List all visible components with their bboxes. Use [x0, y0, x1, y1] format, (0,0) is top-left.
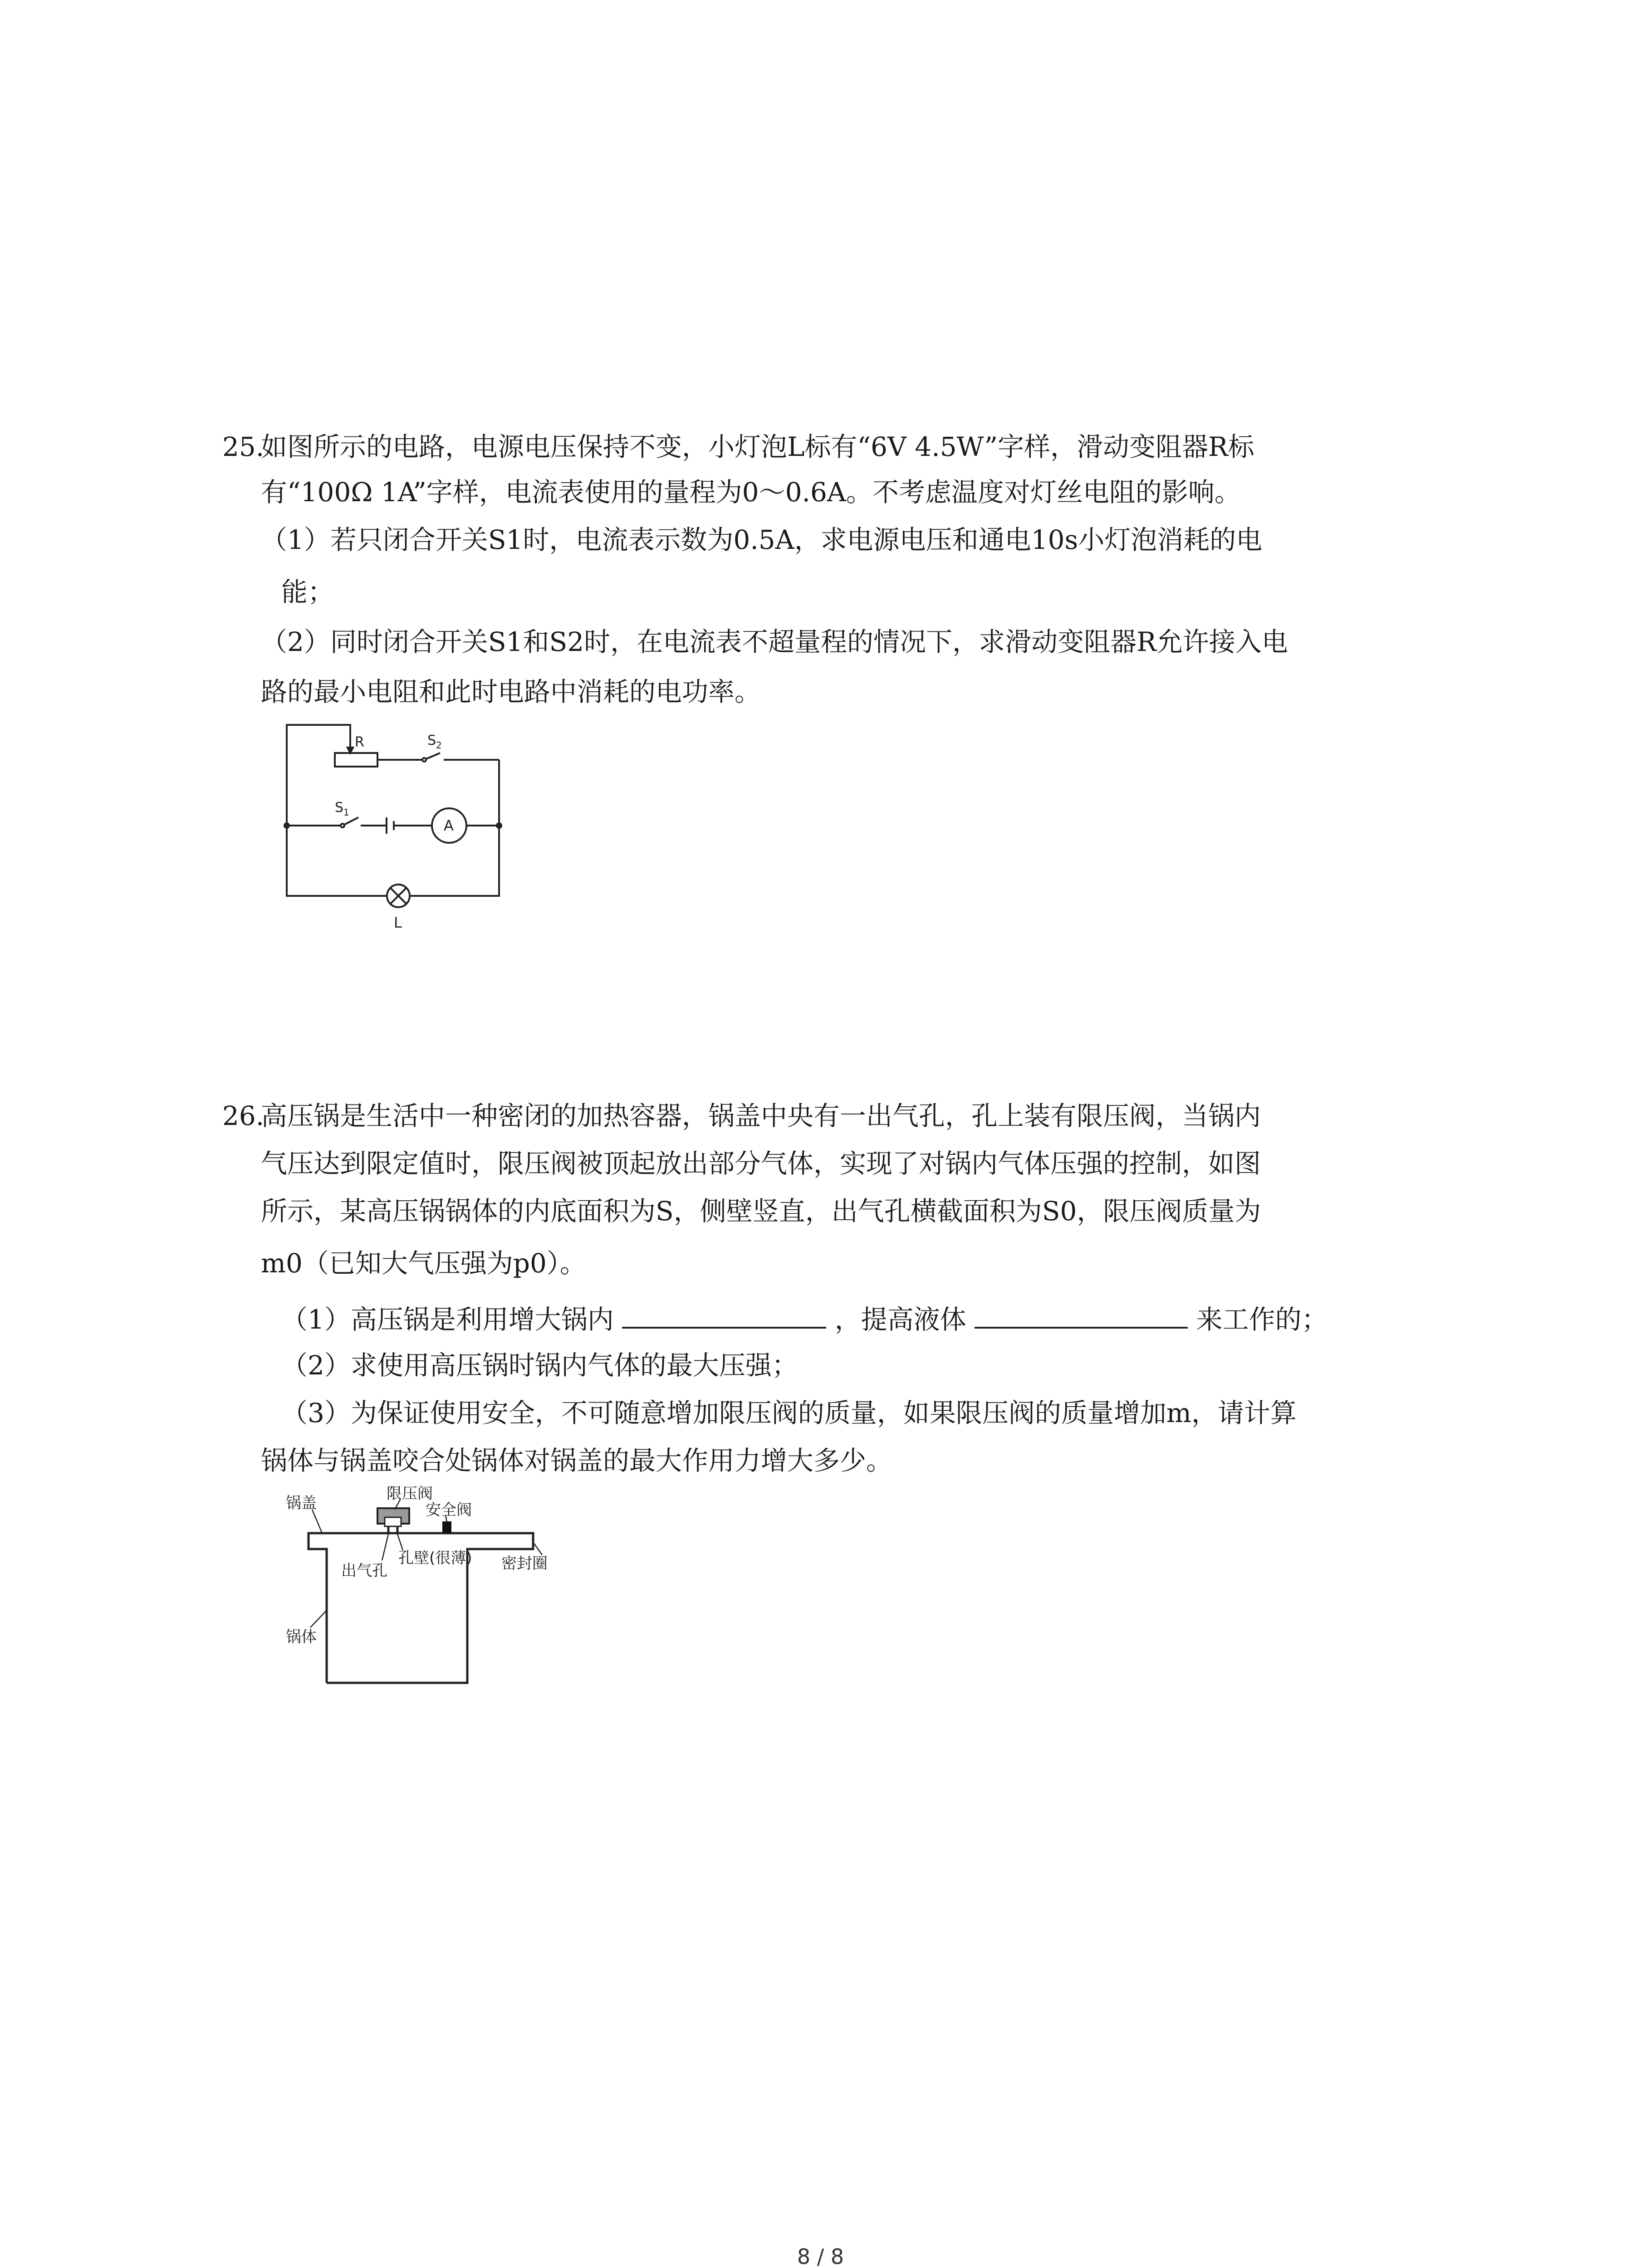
label-outlet: 出气孔 — [341, 1562, 387, 1580]
label-a: A — [444, 817, 454, 834]
question-26-number: 26. — [222, 1100, 265, 1131]
q25-line-5: （2）同时闭合开关S1和S2时，在电流表不超量程的情况下，求滑动变阻器R允许接入电 — [261, 626, 1288, 657]
page-number: 8 / 8 — [797, 2244, 844, 2268]
q25-line-6: 路的最小电阻和此时电路中消耗的电功率。 — [261, 676, 761, 707]
label-l: L — [394, 914, 402, 931]
question-25-number: 25. — [222, 431, 265, 462]
safety-valve-icon — [442, 1521, 451, 1533]
label-s1: S — [335, 800, 344, 816]
pressure-cooker-diagram — [281, 1483, 563, 1692]
q26-part1-text-c: 来工作的； — [1196, 1304, 1328, 1335]
junction-left — [284, 822, 290, 829]
q25-line-4: 能； — [281, 577, 334, 607]
leader-body — [310, 1610, 327, 1628]
label-seal: 密封圈 — [501, 1554, 548, 1573]
label-s2: S — [427, 733, 436, 748]
q26-line-2: 气压达到限定值时，限压阀被顶起放出部分气体，实现了对锅内气体压强的控制，如图 — [261, 1148, 1261, 1179]
label-valve: 限压阀 — [387, 1485, 433, 1503]
label-r: R — [355, 734, 364, 750]
circuit-diagram — [281, 717, 517, 939]
label-s1-sub: 1 — [343, 807, 349, 818]
q26-line-5 — [281, 1300, 1328, 1338]
q25-line-3: （1）若只闭合开关S1时，电流表示数为0.5A，求电源电压和通电10s小灯泡消耗的电 — [261, 524, 1263, 555]
q25-line-2: 有“100Ω 1A”字样，电流表使用的量程为0～0.6A。不考虑温度对灯丝电阻的影响。 — [261, 477, 1241, 508]
rheostat-icon — [335, 753, 377, 767]
junction-right — [496, 822, 502, 829]
q26-line-1: 高压锅是生活中一种密闭的加热容器，锅盖中央有一出气孔，孔上装有限压阀，当锅内 — [261, 1100, 1261, 1131]
answer-blank-2[interactable] — [975, 1300, 1188, 1329]
leader-wall — [397, 1534, 403, 1550]
label-lid: 锅盖 — [286, 1494, 317, 1512]
q26-line-8: 锅体与锅盖咬合处锅体对锅盖的最大作用力增大多少。 — [261, 1445, 893, 1476]
label-hole-wall: 孔壁(很薄) — [398, 1549, 472, 1567]
q25-line-1: 如图所示的电路，电源电压保持不变，小灯泡L标有“6V 4.5W”字样，滑动变阻器R标 — [261, 431, 1254, 462]
label-safety: 安全阀 — [426, 1501, 472, 1519]
label-body: 锅体 — [286, 1628, 317, 1646]
leader-outlet — [382, 1534, 388, 1560]
leader-lid — [312, 1510, 322, 1533]
q26-line-4: m0（已知大气压强为p0）。 — [261, 1248, 586, 1279]
q26-part1-text-a: （1）高压锅是利用增大锅内 — [281, 1304, 614, 1335]
q26-line-6: （2）求使用高压锅时锅内气体的最大压强； — [281, 1350, 798, 1381]
q26-line-7: （3）为保证使用安全，不可随意增加限压阀的质量，如果限压阀的质量增加m，请计算 — [281, 1398, 1297, 1428]
q26-line-3: 所示，某高压锅锅体的内底面积为S，侧壁竖直，出气孔横截面积为S0，限压阀质量为 — [261, 1196, 1261, 1227]
leader-seal — [533, 1542, 542, 1555]
q26-part1-text-b: ，提高液体 — [834, 1304, 966, 1335]
answer-blank-1[interactable] — [622, 1300, 826, 1329]
label-s2-sub: 2 — [436, 740, 442, 751]
